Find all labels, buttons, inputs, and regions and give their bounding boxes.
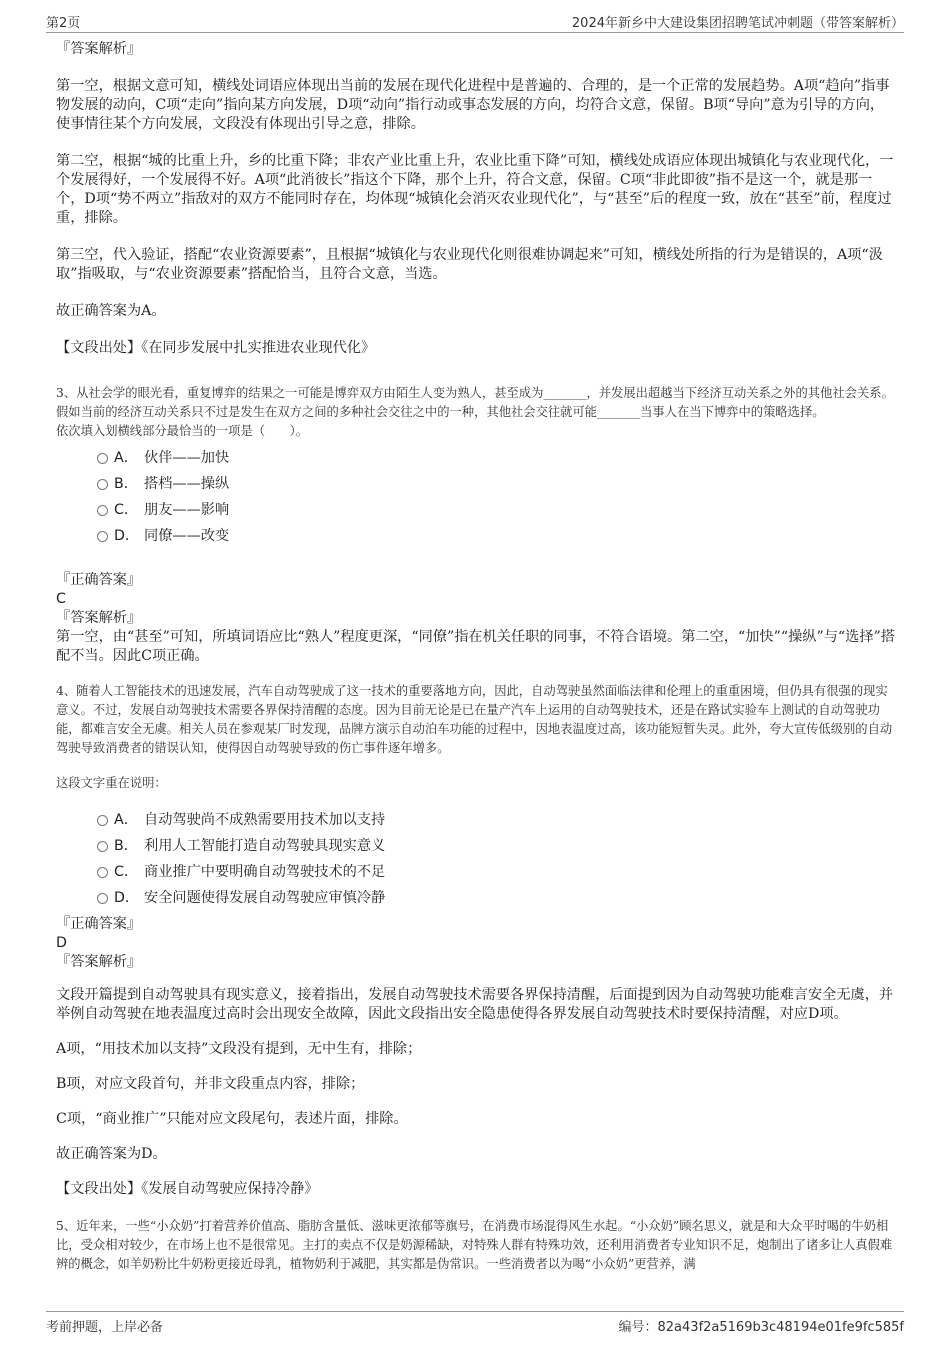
- q4-options: [56, 807, 898, 911]
- page-header: [46, 10, 904, 33]
- document-title: 2024年新乡中大建设集团招聘笔试冲刺题（带答案解析）: [571, 16, 904, 31]
- q2-analysis-para1: 第一空，根据文意可知，横线处词语应体现出当前的发展在现代化进程中是普遍的、合理的，是一个正常的发展趋势。A项“趋向”指事物发展的动向，C项“走向”指向某方向发展，D项“动向”指行动或事态发展的方向，均符合文意，保留。B项“导向”意为引导的方向，使事情往某个方向发展，文段没有体现出引导之意，排除。: [56, 78, 890, 132]
- radio-button[interactable]: [97, 841, 108, 852]
- document-body: [56, 40, 898, 1274]
- option-letter: A．: [114, 812, 138, 828]
- option-text: 同僚——改变: [144, 528, 230, 544]
- q4-option-c-note: C项，“商业推广”只能对应文段尾句，表述片面，排除。: [56, 1111, 408, 1127]
- document-code: 编号：82a43f2a5169b3c48194e01fe9fc585f: [618, 1320, 904, 1335]
- q2-analysis-tag: 『答案解析』: [56, 41, 142, 57]
- radio-button[interactable]: [97, 505, 108, 516]
- option-text: 朋友——影响: [144, 502, 230, 518]
- q2-analysis-para2: 第二空，根据“城的比重上升，乡的比重下降；非农产业比重上升，农业比重下降”可知，横线处成语应体现出城镇化与农业现代化，一个发展得好，一个发展得不好。A项“此消彼长”指这个下降，那个上升，符合文意，保留。C项“非此即彼”指不是这一个，就是那一个，D项“势不两立”指敌对的双方不能同时存在，均体现“城镇化会消灭农业现代化”，与“甚至”后的程度一致，放在“甚至”前，程度过重，排除。: [56, 153, 894, 226]
- q2-conclusion: 故正确答案为A。: [56, 303, 166, 319]
- option-letter: D．: [114, 528, 140, 544]
- option-letter: B．: [114, 476, 138, 492]
- radio-button[interactable]: [97, 479, 108, 490]
- q4-option-b-note: B项，对应文段首句，并非文段重点内容，排除；: [56, 1076, 365, 1092]
- q4-answer-tag: 『正确答案』: [56, 916, 142, 932]
- q3-answer: C: [56, 591, 66, 607]
- q3-prompt: 依次填入划横线部分最恰当的一项是（ ）。: [56, 424, 309, 438]
- q4-analysis: 文段开篇提到自动驾驶具有现实意义，接着指出，发展自动驾驶技术需要各界保持清醒，后面提到因为自动驾驶功能难言安全无虞，并举例自动驾驶在地表温度过高时会出现安全故障，因此文段指出安全隐患使得各界发展自动驾驶技术时要保持清醒，对应D项。: [56, 987, 894, 1022]
- radio-button[interactable]: [97, 531, 108, 542]
- page-number: 第2页: [46, 16, 81, 31]
- q4-analysis-tag: 『答案解析』: [56, 954, 142, 970]
- q3-stem: 3、从社会学的眼光看，重复博弈的结果之一可能是博弈双方由陌生人变为熟人，甚至成为_______，并发展出超越当下经济互动关系之外的其他社会关系。假如当前的经济互动关系只不过是发生在双方之间的多种社会交往之中的一种，其他社会交往就可能_______当事人在当下博弈中的策略选择。: [56, 386, 894, 419]
- q3-option-c[interactable]: [56, 497, 898, 523]
- option-text: 利用人工智能打造自动驾驶具现实意义: [144, 838, 386, 854]
- option-text: 安全问题使得发展自动驾驶应审慎冷静: [144, 890, 386, 906]
- q4-prompt: 这段文字重在说明：: [56, 776, 167, 790]
- q4-option-a-note: A项，“用技术加以支持”文段没有提到，无中生有，排除；: [56, 1041, 422, 1057]
- option-letter: B．: [114, 838, 138, 854]
- radio-button[interactable]: [97, 815, 108, 826]
- option-text: 商业推广中要明确自动驾驶技术的不足: [144, 864, 386, 880]
- q3-option-d[interactable]: [56, 523, 898, 549]
- radio-button[interactable]: [97, 453, 108, 464]
- q4-conclusion: 故正确答案为D。: [56, 1146, 167, 1162]
- option-letter: D．: [114, 890, 140, 906]
- option-letter: A．: [114, 450, 138, 466]
- q3-analysis-tag: 『答案解析』: [56, 610, 142, 626]
- option-letter: C．: [114, 864, 139, 880]
- option-letter: C．: [114, 502, 139, 518]
- q4-option-b[interactable]: [56, 833, 898, 859]
- option-text: 伙伴——加快: [144, 450, 230, 466]
- q4-answer: D: [56, 935, 67, 951]
- q3-options: [56, 445, 898, 549]
- radio-button[interactable]: [97, 867, 108, 878]
- q4-option-c[interactable]: [56, 859, 898, 885]
- page-footer: [46, 1311, 904, 1338]
- footer-slogan: 考前押题，上岸必备: [46, 1320, 164, 1335]
- q4-option-a[interactable]: [56, 807, 898, 833]
- q5-stem: 5、近年来，一些“小众奶”打着营养价值高、脂肪含量低、滋味更浓郁等旗号，在消费市场混得风生水起。“小众奶”顾名思义，就是和大众平时喝的牛奶相比，受众相对较少，在市场上也不是很常见。主打的卖点不仅是奶源稀缺，对特殊人群有特殊功效，还利用消费者专业知识不足，炮制出了诸多让人真假难辨的概念，如羊奶粉比牛奶粉更接近母乳，植物奶利于减肥，其实都是伪常识。一些消费者以为喝“小众奶”更营养，满: [56, 1219, 893, 1271]
- q3-option-a[interactable]: [56, 445, 898, 471]
- q2-analysis-para3: 第三空，代入验证，搭配“农业资源要素”，且根据“城镇化与农业现代化则很难协调起来”可知，横线处所指的行为是错误的，A项“汲取”指吸取，与“农业资源要素”搭配恰当，且符合文意，当选。: [56, 247, 883, 282]
- q3-answer-tag: 『正确答案』: [56, 572, 142, 588]
- option-text: 自动驾驶尚不成熟需要用技术加以支持: [144, 812, 386, 828]
- q2-source: 【文段出处】《在同步发展中扎实推进农业现代化》: [56, 340, 376, 356]
- q3-analysis: 第一空，由“甚至”可知，所填词语应比“熟人”程度更深，“同僚”指在机关任职的同事，不符合语境。第二空，“加快”“操纵”与“选择”搭配不当。因此C项正确。: [56, 629, 895, 664]
- q3-option-b[interactable]: [56, 471, 898, 497]
- option-text: 搭档——操纵: [144, 476, 230, 492]
- q4-source: 【文段出处】《发展自动驾驶应保持冷静》: [56, 1181, 319, 1197]
- q4-stem: 4、随着人工智能技术的迅速发展，汽车自动驾驶成了这一技术的重要落地方向，因此，自动驾驶虽然面临法律和伦理上的重重困境，但仍具有很强的现实意义。不过，发展自动驾驶技术需要各界保持清醒的态度。因为目前无论是已在量产汽车上运用的自动驾驶技术，还是在路试实验车上测试的自动驾驶功能，都难言安全无虞。相关人员在参观某厂时发现，品牌方演示自动泊车功能的过程中，因地表温度过高，该功能短暂失灵。此外，夸大宣传低级别的自动驾驶导致消费者的错误认知，使得因自动驾驶导致的伤亡事件逐年增多。: [56, 684, 893, 755]
- q4-option-d[interactable]: [56, 885, 898, 911]
- radio-button[interactable]: [97, 893, 108, 904]
